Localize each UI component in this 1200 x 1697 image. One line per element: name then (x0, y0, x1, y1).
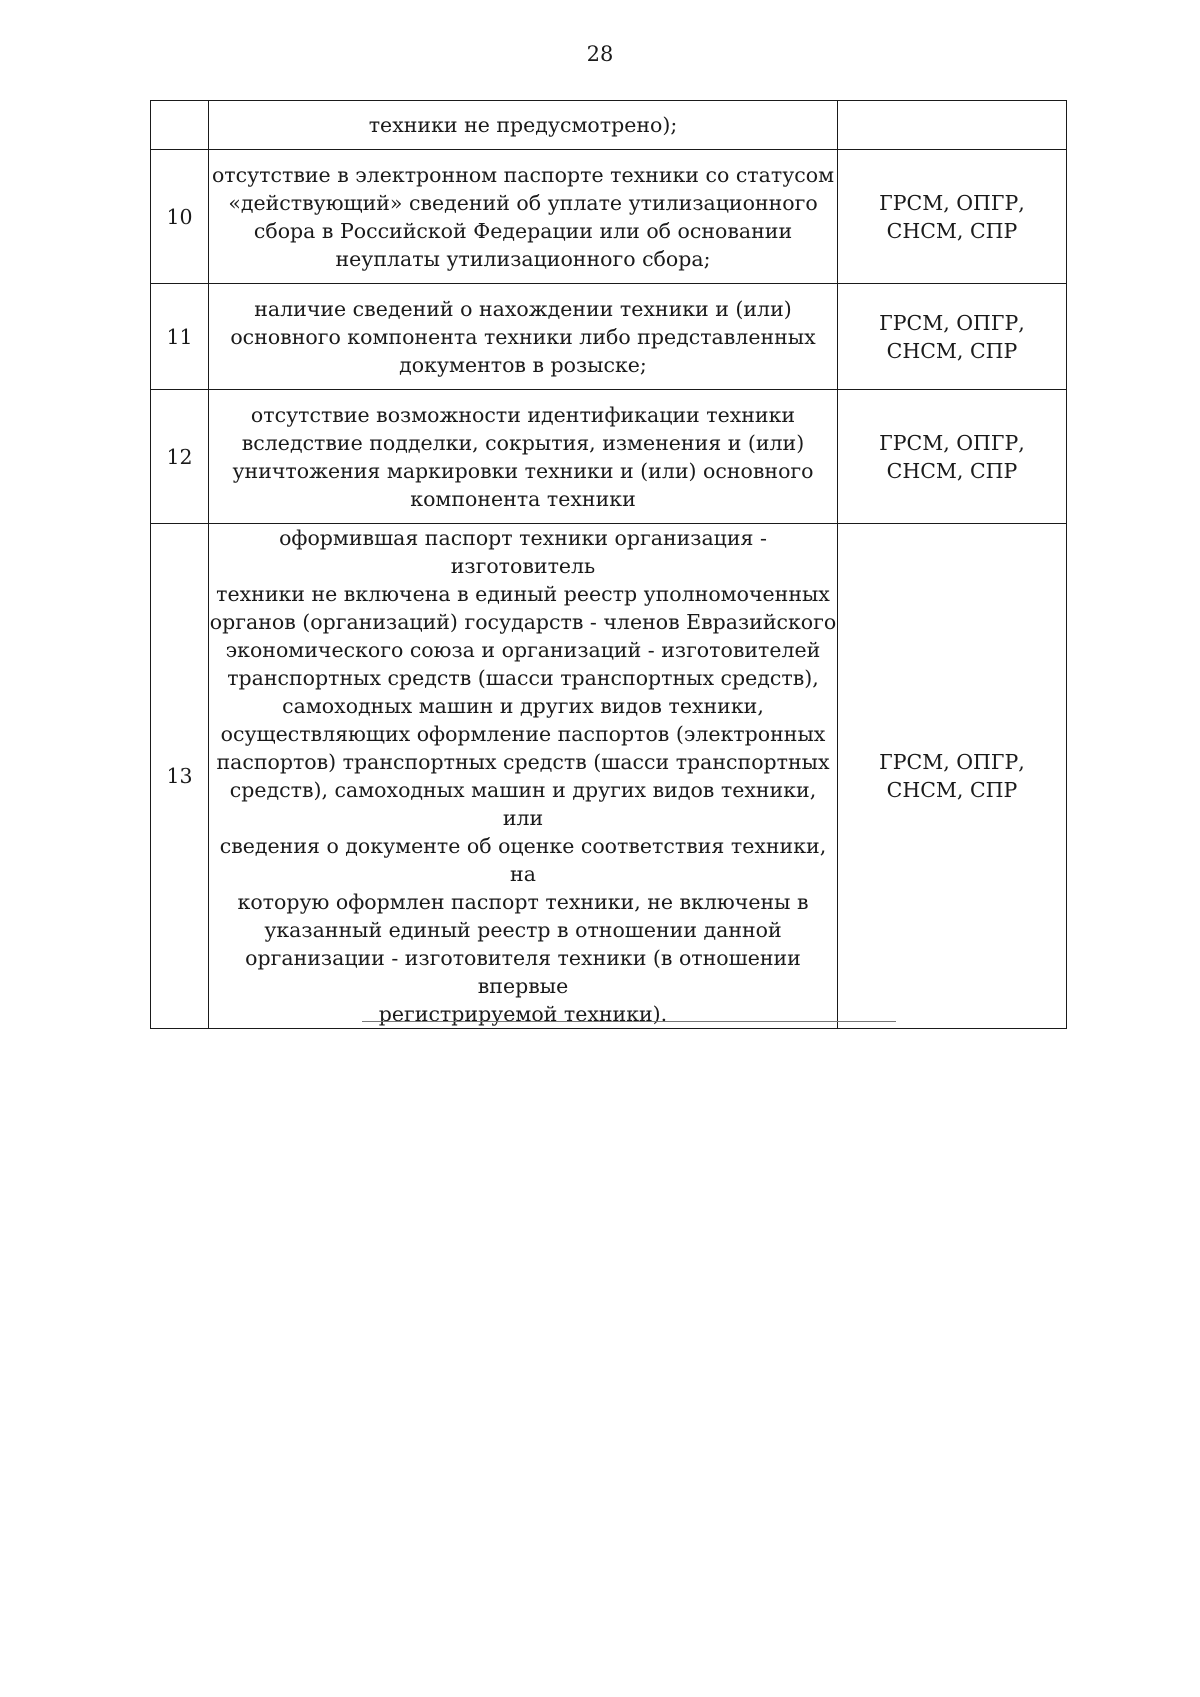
row-number: 12 (151, 390, 209, 524)
row-text-content: техники не предусмотрено); (368, 113, 678, 137)
row-codes (838, 390, 1067, 524)
row-code-line: ГРСМ, ОПГР, (879, 750, 1025, 774)
row-number (151, 101, 209, 150)
row-text (209, 390, 838, 524)
row-text-content: наличие сведений о нахождении техники и (или) основного компонента техники либо представленных документов в розыске; (230, 296, 816, 377)
row-text-content: отсутствие возможности идентификации техники вследствие подделки, сокрытия, изменения и (или) уничтожения маркировки техники и (или) основного компонента техники (232, 402, 814, 511)
row-code-line: СНСМ, СПР (886, 458, 1018, 483)
row-number: 10 (151, 150, 209, 284)
row-text (209, 150, 838, 284)
row-code-line: СНСМ, СПР (886, 338, 1018, 363)
row-text-content: отсутствие в электронном паспорте техники со статусом «действующий» сведений об уплате утилизационного сбора в Российской Федерации или об основании неуплаты утилизационного сбора; (211, 162, 835, 271)
row-codes (838, 284, 1067, 390)
table-row (151, 150, 1067, 284)
row-text (209, 101, 838, 150)
row-code-line: ГРСМ, ОПГР, (879, 430, 1025, 455)
row-text (209, 284, 838, 390)
row-codes (838, 101, 1067, 150)
table-row (151, 101, 1067, 150)
requirements-table (150, 100, 1067, 1029)
row-number: 11 (151, 284, 209, 390)
table-row (151, 390, 1067, 524)
footer-divider (362, 1021, 896, 1022)
table-row (151, 284, 1067, 390)
page-number: 28 (586, 42, 614, 66)
row-text-content: оформившая паспорт техники организация - изготовитель техники не включена в единый реестр уполномоченных органов (организаций) государств - членов Евразийского экономического союза и организаций - изготовителей транспортных средств (шасси транспортных средств), самоходных машин и других видов техники, осуществляющих оформление паспортов (электронных паспортов) транспортных средств (шасси транспортных средств), самоходных машин и других видов техники, или сведения о документе об оценке соответствия техники, на которую оформлен паспорт техники, не включены в указанный единый реестр в отношении данной организации - изготовителя техники (в отношении впервые регистрируемой техники). (209, 526, 837, 1026)
row-code-line: ГРСМ, ОПГР, (879, 310, 1025, 335)
table-row (151, 524, 1067, 1029)
row-code-line: СНСМ, СПР (886, 778, 1018, 802)
row-code-line: ГРСМ, ОПГР, (879, 190, 1025, 215)
row-number: 13 (151, 524, 209, 1029)
row-code-line: СНСМ, СПР (886, 218, 1018, 243)
row-codes (838, 150, 1067, 284)
row-codes (838, 524, 1067, 1029)
row-text (209, 524, 838, 1029)
